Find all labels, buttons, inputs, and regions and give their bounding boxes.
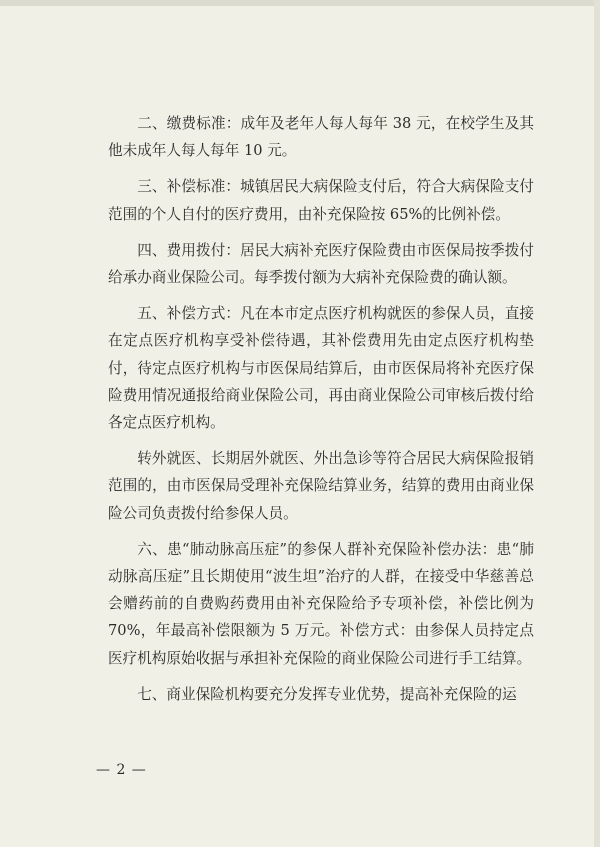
paragraph-pah-compensation: 六、患“肺动脉高压症”的参保人群补充保险补偿办法：患“肺动脉高压症”且长期使用“波生坦”治疗的人群，在接受中华慈善总会赠药前的自费购药费用由补充保险给予专项补偿，补偿比例为 70%，年最高补偿限额为 5 万元。补偿方式：由参保人员持定点医疗机构原始收据与承担补充保险的商业保险公司进行手工结算。 [108, 540, 534, 667]
scan-edge-top [0, 0, 600, 6]
paragraph-compensation-standard: 三、补偿标准：城镇居民大病保险支付后，符合大病保险支付范围的个人自付的医疗费用，由补充保险按 65%的比例补偿。 [108, 178, 534, 223]
paragraph-compensation-method: 五、补偿方式：凡在本市定点医疗机构就医的参保人员，直接在定点医疗机构享受补偿待遇，其补偿费用先由定点医疗机构垫付，待定点医疗机构与市医保局结算后，由市医保局将补充医疗保险费用情况通报给商业保险公司，再由商业保险公司审核后拨付给各定点医疗机构。 [108, 305, 534, 432]
paragraph-insurer-duties: 七、商业保险机构要充分发挥专业优势，提高补充保险的运 [137, 685, 517, 703]
document-body [108, 110, 534, 717]
scan-edge-right [594, 0, 600, 847]
paragraph-fee-allocation: 四、费用拨付：居民大病补充医疗保险费由市医保局按季拨付给承办商业保险公司。每季拨付额为大病补充保险费的确认额。 [108, 241, 534, 287]
paragraph-referral-settlement: 转外就医、长期居外就医、外出急诊等符合居民大病保险报销范围的，由市医保局受理补充保险结算业务，结算的费用由商业保险公司负责拨付给参保人员。 [108, 450, 534, 522]
paragraph-payment-standard: 二、缴费标准：成年及老年人每人每年 38 元，在校学生及其他未成年人每人每年 10 元。 [108, 115, 534, 160]
page-number: — 2 — [96, 762, 147, 778]
